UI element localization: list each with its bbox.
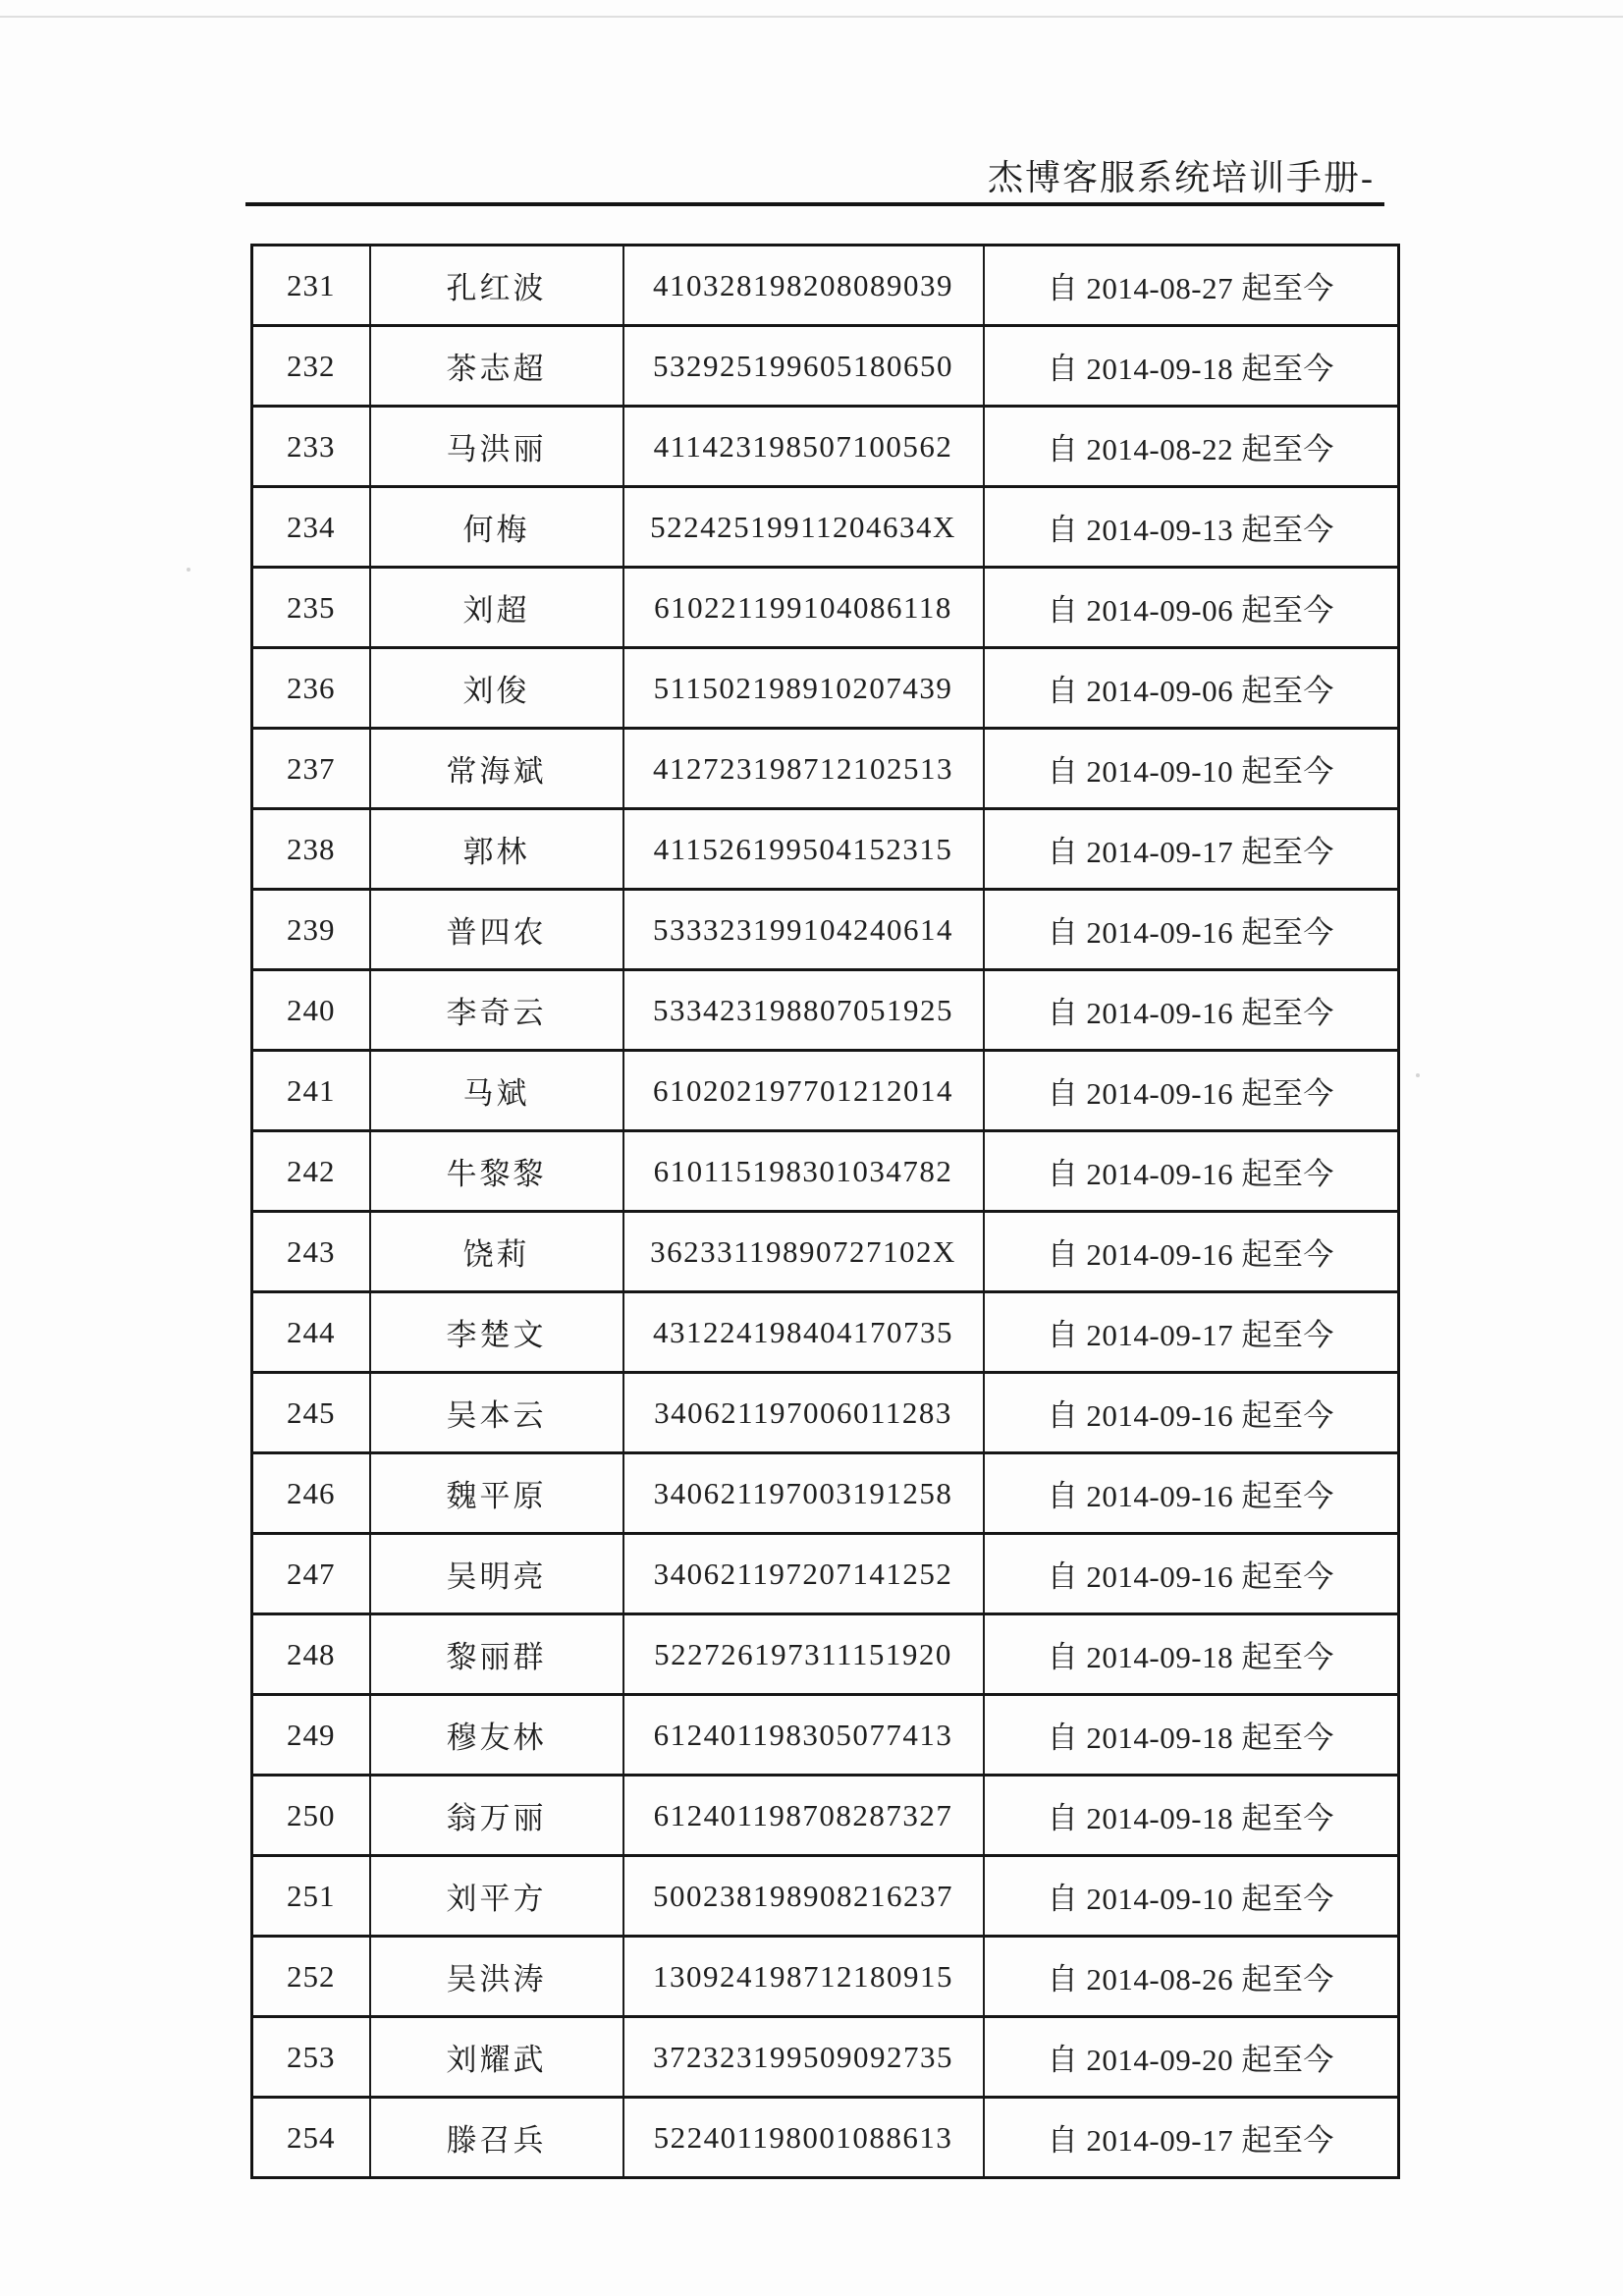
- roster-table: [250, 244, 1400, 2179]
- table-row: [252, 326, 1399, 407]
- cell-employment-period: 自 2014-09-18 起至今: [984, 1614, 1399, 1695]
- cell-employment-period: 自 2014-09-18 起至今: [984, 326, 1399, 407]
- cell-employment-period: 自 2014-09-17 起至今: [984, 2098, 1399, 2178]
- cell-employment-period: 自 2014-09-06 起至今: [984, 648, 1399, 729]
- cell-employment-period: 自 2014-09-16 起至今: [984, 1051, 1399, 1131]
- cell-id-number: 411423198507100562: [623, 407, 984, 487]
- cell-id-number: 533423198807051925: [623, 970, 984, 1051]
- cell-person-name: 翁万丽: [370, 1776, 623, 1856]
- cell-row-number: 239: [252, 890, 370, 970]
- header-rule: [245, 202, 1384, 206]
- cell-row-number: 246: [252, 1453, 370, 1534]
- cell-row-number: 252: [252, 1937, 370, 2017]
- table-row: [252, 1614, 1399, 1695]
- roster-table-body: [252, 246, 1399, 2178]
- table-row: [252, 1937, 1399, 2017]
- table-row: [252, 1776, 1399, 1856]
- cell-employment-period: 自 2014-09-18 起至今: [984, 1695, 1399, 1776]
- cell-row-number: 233: [252, 407, 370, 487]
- cell-id-number: 522726197311151920: [623, 1614, 984, 1695]
- cell-employment-period: 自 2014-08-27 起至今: [984, 246, 1399, 326]
- table-row: [252, 729, 1399, 809]
- cell-id-number: 610115198301034782: [623, 1131, 984, 1212]
- table-row: [252, 1373, 1399, 1453]
- cell-row-number: 253: [252, 2017, 370, 2098]
- cell-person-name: 普四农: [370, 890, 623, 970]
- table-row: [252, 1534, 1399, 1614]
- cell-employment-period: 自 2014-09-17 起至今: [984, 809, 1399, 890]
- cell-person-name: 孔红波: [370, 246, 623, 326]
- table-row: [252, 2098, 1399, 2178]
- cell-employment-period: 自 2014-09-16 起至今: [984, 890, 1399, 970]
- cell-person-name: 马斌: [370, 1051, 623, 1131]
- scan-speck: [187, 568, 190, 572]
- table-row: [252, 1856, 1399, 1937]
- table-row: [252, 648, 1399, 729]
- cell-id-number: 610221199104086118: [623, 568, 984, 648]
- table-row: [252, 1212, 1399, 1292]
- cell-row-number: 240: [252, 970, 370, 1051]
- cell-person-name: 魏平原: [370, 1453, 623, 1534]
- cell-employment-period: 自 2014-09-16 起至今: [984, 1534, 1399, 1614]
- table-row: [252, 890, 1399, 970]
- cell-person-name: 李奇云: [370, 970, 623, 1051]
- cell-id-number: 340621197006011283: [623, 1373, 984, 1453]
- cell-row-number: 241: [252, 1051, 370, 1131]
- cell-person-name: 黎丽群: [370, 1614, 623, 1695]
- cell-employment-period: 自 2014-09-10 起至今: [984, 1856, 1399, 1937]
- cell-id-number: 340621197207141252: [623, 1534, 984, 1614]
- cell-id-number: 612401198305077413: [623, 1695, 984, 1776]
- cell-id-number: 412723198712102513: [623, 729, 984, 809]
- table-row: [252, 568, 1399, 648]
- cell-person-name: 刘超: [370, 568, 623, 648]
- cell-row-number: 250: [252, 1776, 370, 1856]
- table-row: [252, 809, 1399, 890]
- cell-row-number: 245: [252, 1373, 370, 1453]
- cell-person-name: 吴明亮: [370, 1534, 623, 1614]
- table-row: [252, 970, 1399, 1051]
- cell-person-name: 吴本云: [370, 1373, 623, 1453]
- cell-person-name: 穆友林: [370, 1695, 623, 1776]
- cell-employment-period: 自 2014-09-16 起至今: [984, 1131, 1399, 1212]
- cell-employment-period: 自 2014-08-22 起至今: [984, 407, 1399, 487]
- cell-employment-period: 自 2014-09-20 起至今: [984, 2017, 1399, 2098]
- cell-row-number: 249: [252, 1695, 370, 1776]
- table-row: [252, 1453, 1399, 1534]
- table-row: [252, 246, 1399, 326]
- cell-person-name: 刘俊: [370, 648, 623, 729]
- table-row: [252, 1131, 1399, 1212]
- cell-id-number: 340621197003191258: [623, 1453, 984, 1534]
- table-row: [252, 1051, 1399, 1131]
- scan-speck: [1416, 1073, 1420, 1077]
- cell-id-number: 130924198712180915: [623, 1937, 984, 2017]
- cell-employment-period: 自 2014-09-16 起至今: [984, 1453, 1399, 1534]
- cell-row-number: 242: [252, 1131, 370, 1212]
- cell-id-number: 36233119890727102X: [623, 1212, 984, 1292]
- cell-employment-period: 自 2014-09-10 起至今: [984, 729, 1399, 809]
- cell-id-number: 410328198208089039: [623, 246, 984, 326]
- cell-employment-period: 自 2014-09-16 起至今: [984, 970, 1399, 1051]
- page-header-title: 杰博客服系统培训手册-: [988, 158, 1375, 197]
- cell-row-number: 234: [252, 487, 370, 568]
- cell-row-number: 232: [252, 326, 370, 407]
- cell-person-name: 常海斌: [370, 729, 623, 809]
- cell-row-number: 238: [252, 809, 370, 890]
- cell-id-number: 52242519911204634X: [623, 487, 984, 568]
- cell-person-name: 滕召兵: [370, 2098, 623, 2178]
- cell-id-number: 610202197701212014: [623, 1051, 984, 1131]
- cell-person-name: 饶莉: [370, 1212, 623, 1292]
- cell-employment-period: 自 2014-09-13 起至今: [984, 487, 1399, 568]
- cell-id-number: 612401198708287327: [623, 1776, 984, 1856]
- table-row: [252, 1695, 1399, 1776]
- cell-row-number: 251: [252, 1856, 370, 1937]
- cell-row-number: 235: [252, 568, 370, 648]
- table-row: [252, 1292, 1399, 1373]
- cell-person-name: 马洪丽: [370, 407, 623, 487]
- cell-id-number: 372323199509092735: [623, 2017, 984, 2098]
- cell-row-number: 237: [252, 729, 370, 809]
- cell-person-name: 刘耀武: [370, 2017, 623, 2098]
- cell-row-number: 236: [252, 648, 370, 729]
- cell-row-number: 247: [252, 1534, 370, 1614]
- cell-person-name: 吴洪涛: [370, 1937, 623, 2017]
- cell-employment-period: 自 2014-09-17 起至今: [984, 1292, 1399, 1373]
- table-row: [252, 2017, 1399, 2098]
- cell-person-name: 李楚文: [370, 1292, 623, 1373]
- cell-id-number: 533323199104240614: [623, 890, 984, 970]
- cell-row-number: 231: [252, 246, 370, 326]
- cell-id-number: 511502198910207439: [623, 648, 984, 729]
- cell-person-name: 何梅: [370, 487, 623, 568]
- cell-id-number: 522401198001088613: [623, 2098, 984, 2178]
- cell-person-name: 郭林: [370, 809, 623, 890]
- scan-edge-line: [0, 16, 1623, 18]
- cell-employment-period: 自 2014-09-16 起至今: [984, 1212, 1399, 1292]
- cell-id-number: 411526199504152315: [623, 809, 984, 890]
- cell-row-number: 248: [252, 1614, 370, 1695]
- cell-person-name: 茶志超: [370, 326, 623, 407]
- cell-employment-period: 自 2014-09-16 起至今: [984, 1373, 1399, 1453]
- cell-employment-period: 自 2014-09-06 起至今: [984, 568, 1399, 648]
- cell-employment-period: 自 2014-08-26 起至今: [984, 1937, 1399, 2017]
- cell-id-number: 500238198908216237: [623, 1856, 984, 1937]
- cell-person-name: 牛黎黎: [370, 1131, 623, 1212]
- cell-person-name: 刘平方: [370, 1856, 623, 1937]
- table-row: [252, 487, 1399, 568]
- cell-employment-period: 自 2014-09-18 起至今: [984, 1776, 1399, 1856]
- cell-id-number: 532925199605180650: [623, 326, 984, 407]
- cell-row-number: 244: [252, 1292, 370, 1373]
- cell-row-number: 243: [252, 1212, 370, 1292]
- cell-id-number: 431224198404170735: [623, 1292, 984, 1373]
- cell-row-number: 254: [252, 2098, 370, 2178]
- table-row: [252, 407, 1399, 487]
